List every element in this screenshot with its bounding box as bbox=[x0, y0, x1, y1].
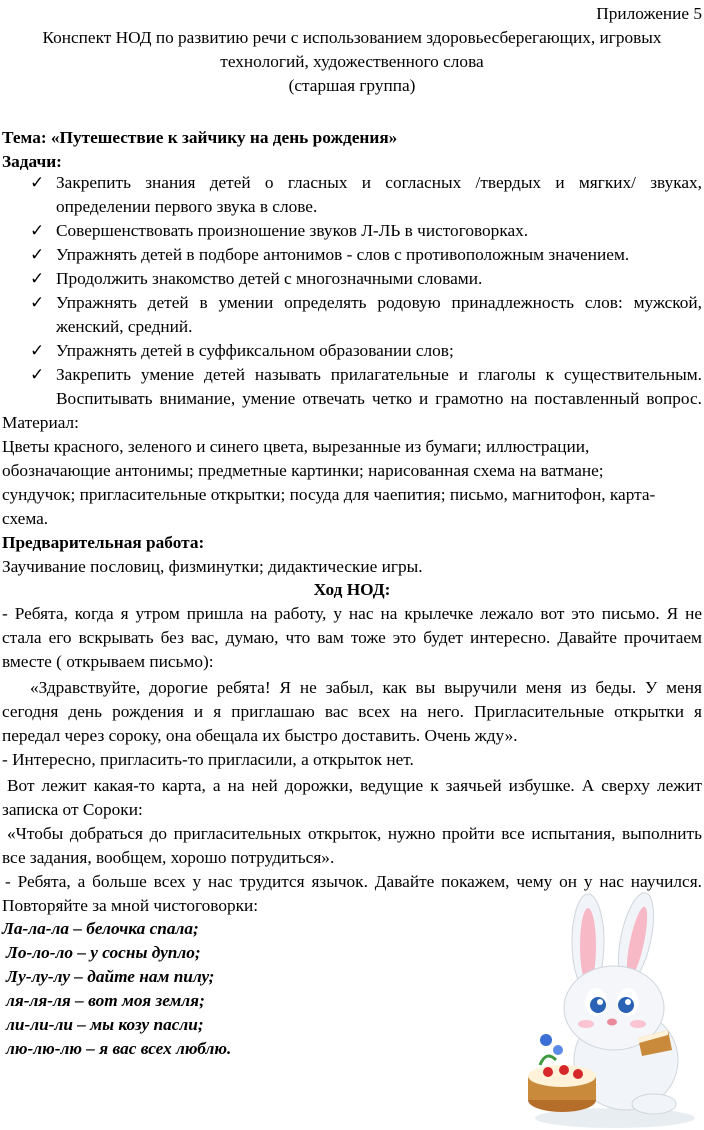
task-item-line: Упражнять детей в подборе антонимов - слов с противоположным значением. bbox=[56, 245, 630, 264]
bunny-with-cake-illustration bbox=[526, 890, 704, 1130]
task-item-line: женский, средний. bbox=[56, 317, 193, 336]
task-item-line: Совершенствовать произношение звуков Л-ЛЬ в чистоговорках. bbox=[56, 221, 529, 240]
task-item-line: Закрепить знания детей о гласных и согласных /твердых и мягких/ звуках, bbox=[56, 173, 702, 192]
foot bbox=[632, 1094, 676, 1114]
task-item-line: Воспитывать внимание, умение отвечать четко и грамотно на поставленный вопрос. bbox=[56, 389, 702, 408]
tongue-twister: лю-лю-лю – я вас всех люблю. bbox=[6, 1039, 232, 1058]
left-cheek bbox=[578, 1020, 594, 1028]
course-line: передал через сороку, она обещала их быстро доставить. Очень жду». bbox=[2, 726, 518, 745]
document-title-line3: (старшая группа) bbox=[288, 76, 416, 95]
tongue-twister: Ло-ло-ло – у сосны дупло; bbox=[6, 943, 201, 962]
checkmark-icon: ✓ bbox=[30, 173, 45, 192]
checkmark-icon: ✓ bbox=[30, 341, 45, 360]
course-line: все задания, вообщем, хорошо потрудиться». bbox=[2, 848, 335, 867]
course-heading: Ход НОД: bbox=[313, 580, 391, 599]
material-heading: Материал: bbox=[2, 413, 79, 432]
flower bbox=[553, 1045, 563, 1055]
prep-text: Заучивание пословиц, физминутки; дидактические игры. bbox=[2, 557, 423, 576]
tongue-twister: Лу-лу-лу – дайте нам пилу; bbox=[6, 967, 215, 986]
tongue-twister: ля-ля-ля – вот моя земля; bbox=[6, 991, 205, 1010]
berry bbox=[543, 1067, 553, 1077]
topic-heading: Тема: «Путешествие к зайчику на день рождения» bbox=[2, 128, 398, 147]
checkmark-icon: ✓ bbox=[30, 269, 45, 288]
task-item-line: определении первого звука в слове. bbox=[56, 197, 318, 216]
course-line: стала его вскрывать без вас, думаю, что вам тоже это будет интересно. Давайте прочитаем bbox=[2, 628, 702, 647]
task-item-line: Упражнять детей в умении определять родовую принадлежность слов: мужской, bbox=[56, 293, 702, 312]
document-title-line1: Конспект НОД по развитию речи с использованием здоровьесберегающих, игровых bbox=[42, 28, 662, 47]
tasks-heading: Задачи: bbox=[2, 152, 62, 171]
course-line: - Интересно, пригласить-то пригласили, а открыток нет. bbox=[2, 750, 414, 769]
document-title-line2: технологий, художественного слова bbox=[220, 52, 484, 71]
right-eye bbox=[618, 997, 634, 1013]
flower bbox=[540, 1034, 552, 1046]
task-item-line: Упражнять детей в суффиксальном образовании слов; bbox=[56, 341, 454, 360]
course-line: сегодня день рождения и я приглашаю вас всех на него. Пригласительные открытки я bbox=[2, 702, 702, 721]
material-text-line: схема. bbox=[2, 509, 49, 528]
tongue-twister: ли-ли-ли – мы козу пасли; bbox=[6, 1015, 204, 1034]
task-item-line: Продолжить знакомство детей с многозначными словами. bbox=[56, 269, 483, 288]
course-line: - Ребята, а больше всех у нас трудится язычок. Давайте покажем, чему он у нас научился. bbox=[5, 872, 702, 891]
left-eye bbox=[590, 997, 606, 1013]
task-item-line: Закрепить умение детей называть прилагательные и глаголы к существительным. bbox=[56, 365, 702, 384]
eye-shine bbox=[625, 999, 631, 1005]
right-cheek bbox=[630, 1020, 646, 1028]
nose bbox=[607, 1019, 617, 1026]
course-line: - Ребята, когда я утром пришла на работу, у нас на крылечке лежало вот это письмо. Я не bbox=[2, 604, 702, 623]
course-line: Повторяйте за мной чистоговорки: bbox=[2, 896, 259, 915]
checkmark-icon: ✓ bbox=[30, 365, 45, 384]
checkmark-icon: ✓ bbox=[30, 221, 45, 240]
course-line: «Чтобы добраться до пригласительных открыток, нужно пройти все испытания, выполнить bbox=[7, 824, 702, 843]
material-text-line: обозначающие антонимы; предметные картинки; нарисованная схема на ватмане; bbox=[2, 461, 604, 480]
tongue-twister: Ла-ла-ла – белочка спала; bbox=[2, 919, 199, 938]
course-line: записка от Сороки: bbox=[2, 800, 143, 819]
course-line: вместе ( открываем письмо): bbox=[2, 652, 214, 671]
prep-heading: Предварительная работа: bbox=[2, 533, 205, 552]
checkmark-icon: ✓ bbox=[30, 293, 45, 312]
course-line: «Здравствуйте, дорогие ребята! Я не забыл, как вы выручили меня из беды. У меня bbox=[30, 678, 702, 697]
checkmark-icon: ✓ bbox=[30, 245, 45, 264]
material-text-line: сундучок; пригласительные открытки; посуда для чаепития; письмо, магнитофон, карта- bbox=[2, 485, 656, 504]
eye-shine bbox=[597, 999, 603, 1005]
appendix-label: Приложение 5 bbox=[596, 4, 702, 23]
berry bbox=[573, 1069, 583, 1079]
leaf bbox=[540, 1056, 556, 1065]
course-line: Вот лежит какая-то карта, а на ней дорожки, ведущие к заячьей избушке. А сверху лежит bbox=[7, 776, 702, 795]
berry bbox=[559, 1065, 569, 1075]
material-text-line: Цветы красного, зеленого и синего цвета, вырезанные из бумаги; иллюстрации, bbox=[2, 437, 590, 456]
